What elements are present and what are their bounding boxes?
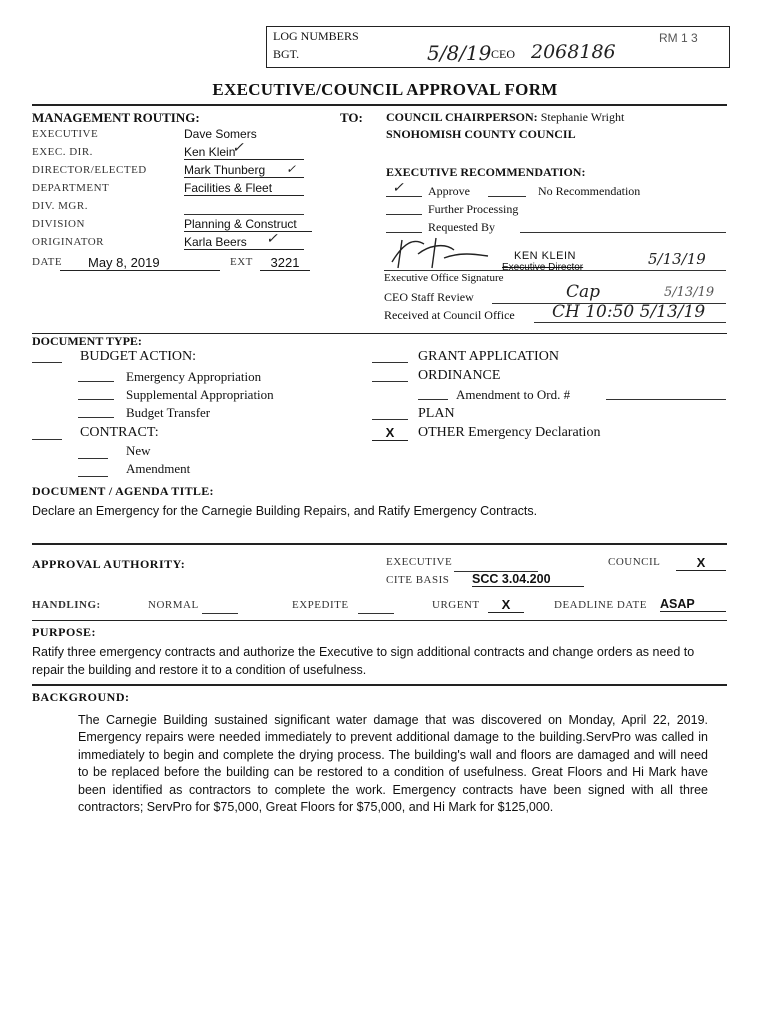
- routing-value-blank: [184, 214, 304, 215]
- expedite-line: [358, 613, 394, 614]
- signer-title: Executive Director: [502, 262, 584, 273]
- deadline-label: DEADLINE DATE: [554, 599, 647, 611]
- to-label: TO:: [340, 110, 363, 125]
- section-rule: [32, 620, 727, 621]
- ext-label: EXT: [230, 256, 253, 268]
- emergency-approp: Emergency Appropriation: [126, 369, 262, 384]
- office-sig-label: Executive Office Signature: [384, 272, 504, 284]
- ceo-value: 2068186: [531, 41, 616, 63]
- amend-ord-line: [418, 399, 448, 400]
- budget-action-line: [32, 362, 62, 363]
- date-value: May 8, 2019: [60, 255, 220, 271]
- doc-type-heading: DOCUMENT TYPE:: [32, 334, 142, 348]
- initials-mark: ✓: [232, 140, 244, 156]
- routing-label: EXEC. DIR.: [32, 146, 93, 158]
- log-numbers-box: [266, 26, 730, 68]
- amendment-label: Amendment: [126, 461, 191, 476]
- executive-signature: [384, 232, 504, 272]
- routing-value: Dave Somers: [184, 127, 257, 141]
- agenda-title: Declare an Emergency for the Carnegie Building Repairs, and Ratify Emergency Contracts.: [32, 504, 538, 518]
- signature-date: 5/13/19: [648, 250, 706, 268]
- section-rule: [32, 543, 727, 545]
- new-label: New: [126, 443, 151, 458]
- routing-value: Mark Thunberg: [184, 163, 304, 178]
- ord-number-line: [606, 399, 726, 400]
- stamp-mark: RM 1 3: [659, 31, 698, 45]
- routing-label: DEPARTMENT: [32, 182, 110, 194]
- supplemental-approp: Supplemental Appropriation: [126, 387, 274, 402]
- contract-label: CONTRACT:: [80, 425, 159, 440]
- rec-heading: EXECUTIVE RECOMMENDATION:: [386, 165, 586, 179]
- plan-line: [372, 419, 408, 420]
- routing-value: Planning & Construct: [184, 217, 312, 232]
- signer-name: KEN KLEIN: [514, 250, 576, 262]
- routing-label: DIVISION: [32, 218, 85, 230]
- approval-council: COUNCIL: [608, 556, 661, 568]
- budget-action-label: BUDGET ACTION:: [80, 349, 197, 364]
- grant-line: [372, 362, 408, 363]
- ceo-review-label: CEO Staff Review: [384, 290, 474, 304]
- handling-urgent: URGENT: [432, 599, 480, 611]
- deadline-value: ASAP: [660, 597, 726, 612]
- routing-value: Facilities & Fleet: [184, 181, 304, 196]
- approval-executive: EXECUTIVE: [386, 556, 453, 568]
- bgt-value: 5/8/19: [427, 41, 492, 65]
- log-numbers-label: LOG NUMBERS: [273, 29, 359, 43]
- form-title: EXECUTIVE/COUNCIL APPROVAL FORM: [212, 80, 558, 99]
- normal-line: [202, 613, 238, 614]
- routing-value: Ken Klein: [184, 145, 304, 160]
- agenda-heading: DOCUMENT / AGENDA TITLE:: [32, 484, 214, 498]
- budget-transfer: Budget Transfer: [126, 405, 211, 420]
- received-label: Received at Council Office: [384, 308, 515, 322]
- approve-check: ✓: [392, 180, 404, 196]
- ceo-label: CEO: [491, 47, 515, 61]
- received-line: [534, 322, 726, 323]
- council-chair: [386, 110, 624, 125]
- amendment-line: [78, 476, 108, 477]
- supplemental-line: [78, 399, 114, 400]
- title-rule: [32, 104, 727, 106]
- budget-transfer-line: [78, 417, 114, 418]
- ceo-initials: Cap: [566, 282, 601, 302]
- routing-heading: MANAGEMENT ROUTING:: [32, 110, 200, 125]
- further-line: [386, 214, 422, 215]
- ext-value: 3221: [260, 255, 310, 271]
- council-approval-mark: X: [676, 555, 726, 571]
- initials-mark: ✓: [286, 162, 297, 176]
- further-label: Further Processing: [428, 202, 519, 216]
- new-line: [78, 458, 108, 459]
- no-rec-label: No Recommendation: [538, 184, 641, 198]
- received-stamp: CH 10:50 5/13/19: [552, 302, 706, 322]
- approval-heading: APPROVAL AUTHORITY:: [32, 557, 186, 571]
- handling-label: HANDLING:: [32, 599, 101, 611]
- no-rec-line: [488, 196, 526, 197]
- amend-ord-label: Amendment to Ord. #: [456, 387, 571, 402]
- urgent-mark: X: [488, 597, 524, 613]
- background-text: The Carnegie Building sustained significant water damage that was discovered on Monday, April 22, 2019. Emergency repairs were needed immediately to prevent additional damage to the building.ServPro was called in immediately to begin and complete the drying process. The building's wall and floors are damaged and will need to be replaced before the building can be restored to a condition of usefulness. Great Floors and Hi Mark have been identified as contractors to complete the work. Emergency contracts have been signed with all three contractors; ServPro for $75,000, Great Floors for $75,000, and Hi Mark for $125,000.: [78, 713, 708, 815]
- requested-label: Requested By: [428, 220, 495, 234]
- date-label: DATE: [32, 256, 63, 268]
- routing-label: ORIGINATOR: [32, 236, 105, 248]
- purpose-text: Ratify three emergency contracts and authorize the Executive to sign additional contracts and change orders as need to repair the building and restore it to a condition of usefulness.: [32, 645, 695, 677]
- other-label: OTHER Emergency Declaration: [418, 425, 601, 440]
- handling-expedite: EXPEDITE: [292, 599, 349, 611]
- contract-line: [32, 439, 62, 440]
- ordinance-line: [372, 381, 408, 382]
- routing-label: EXECUTIVE: [32, 128, 99, 140]
- handling-normal: NORMAL: [148, 599, 199, 611]
- chair-name: Stephanie Wright: [540, 110, 625, 124]
- emergency-line: [78, 381, 114, 382]
- requested-line-b: [520, 232, 726, 233]
- approve-label: Approve: [428, 184, 470, 198]
- approve-check-line: [386, 196, 422, 197]
- routing-value: Karla Beers: [184, 235, 304, 250]
- office-sig-line: [384, 270, 726, 271]
- ordinance-label: ORDINANCE: [418, 368, 501, 383]
- cite-basis-value: SCC 3.04.200: [472, 572, 584, 587]
- section-rule: [32, 684, 727, 686]
- cite-basis-label: CITE BASIS: [386, 574, 450, 586]
- plan-label: PLAN: [418, 406, 455, 421]
- chair-label: COUNCIL CHAIRPERSON:: [386, 110, 538, 124]
- bgt-label: BGT.: [273, 47, 300, 61]
- purpose-heading: PURPOSE:: [32, 625, 96, 639]
- background-heading: BACKGROUND:: [32, 690, 130, 704]
- initials-mark: ✓: [266, 231, 278, 247]
- council-name: SNOHOMISH COUNTY COUNCIL: [386, 127, 576, 141]
- other-check: X: [372, 425, 408, 441]
- ceo-review-date: 5/13/19: [664, 285, 715, 300]
- routing-label: DIV. MGR.: [32, 200, 88, 212]
- grant-label: GRANT APPLICATION: [418, 349, 559, 364]
- routing-label: DIRECTOR/ELECTED: [32, 164, 147, 176]
